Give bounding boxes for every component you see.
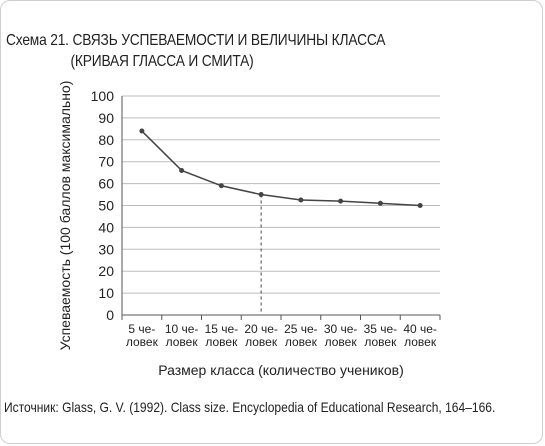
x-tick-label: 15 че-ловек — [204, 322, 239, 349]
x-tick-label: 35 че-ловек — [363, 322, 398, 349]
data-point — [219, 183, 224, 188]
y-tick-label: 10 — [98, 285, 114, 302]
x-tick-label: 25 че-ловек — [284, 322, 318, 349]
y-tick-label: 100 — [90, 88, 114, 104]
series-line — [142, 131, 420, 205]
y-tick-label: 80 — [98, 131, 114, 148]
y-tick-label: 90 — [98, 109, 114, 126]
chart-subtitle: (КРИВАЯ ГЛАССА И СМИТА) — [70, 53, 254, 70]
y-tick-label: 50 — [98, 197, 114, 214]
data-point — [338, 199, 343, 204]
y-tick-label: 0 — [106, 307, 114, 323]
data-point — [259, 192, 264, 197]
x-tick-label: 10 че-ловек — [164, 322, 199, 349]
y-tick-label: 30 — [98, 241, 114, 258]
data-point — [298, 198, 303, 203]
data-point — [378, 201, 383, 206]
y-tick-label: 20 — [98, 263, 114, 280]
source-note: Источник: Glass, G. V. (1992). Class size. Encyclopedia of Educational Research, 164–166. — [4, 399, 496, 415]
data-point — [139, 129, 144, 134]
chart-title-line1: Схема 21. СВЯЗЬ УСПЕВАЕМОСТИ И ВЕЛИЧИНЫ КЛАССА — [6, 32, 386, 49]
x-axis-label: Размер класса (количество учеников) — [158, 362, 404, 378]
y-tick-label: 40 — [98, 219, 114, 236]
data-point — [418, 203, 423, 208]
x-tick-label: 20 че-ловек — [244, 322, 278, 349]
y-tick-label: 70 — [98, 153, 114, 170]
y-axis-label: Успеваемость (100 баллов максимально) — [57, 80, 73, 351]
y-tick-label: 60 — [98, 175, 114, 192]
x-tick-label: 30 че-ловек — [323, 322, 358, 349]
x-tick-label: 40 че-ловек — [403, 322, 437, 349]
x-tick-label: 5 че-ловек — [125, 322, 158, 349]
data-point — [179, 168, 184, 173]
